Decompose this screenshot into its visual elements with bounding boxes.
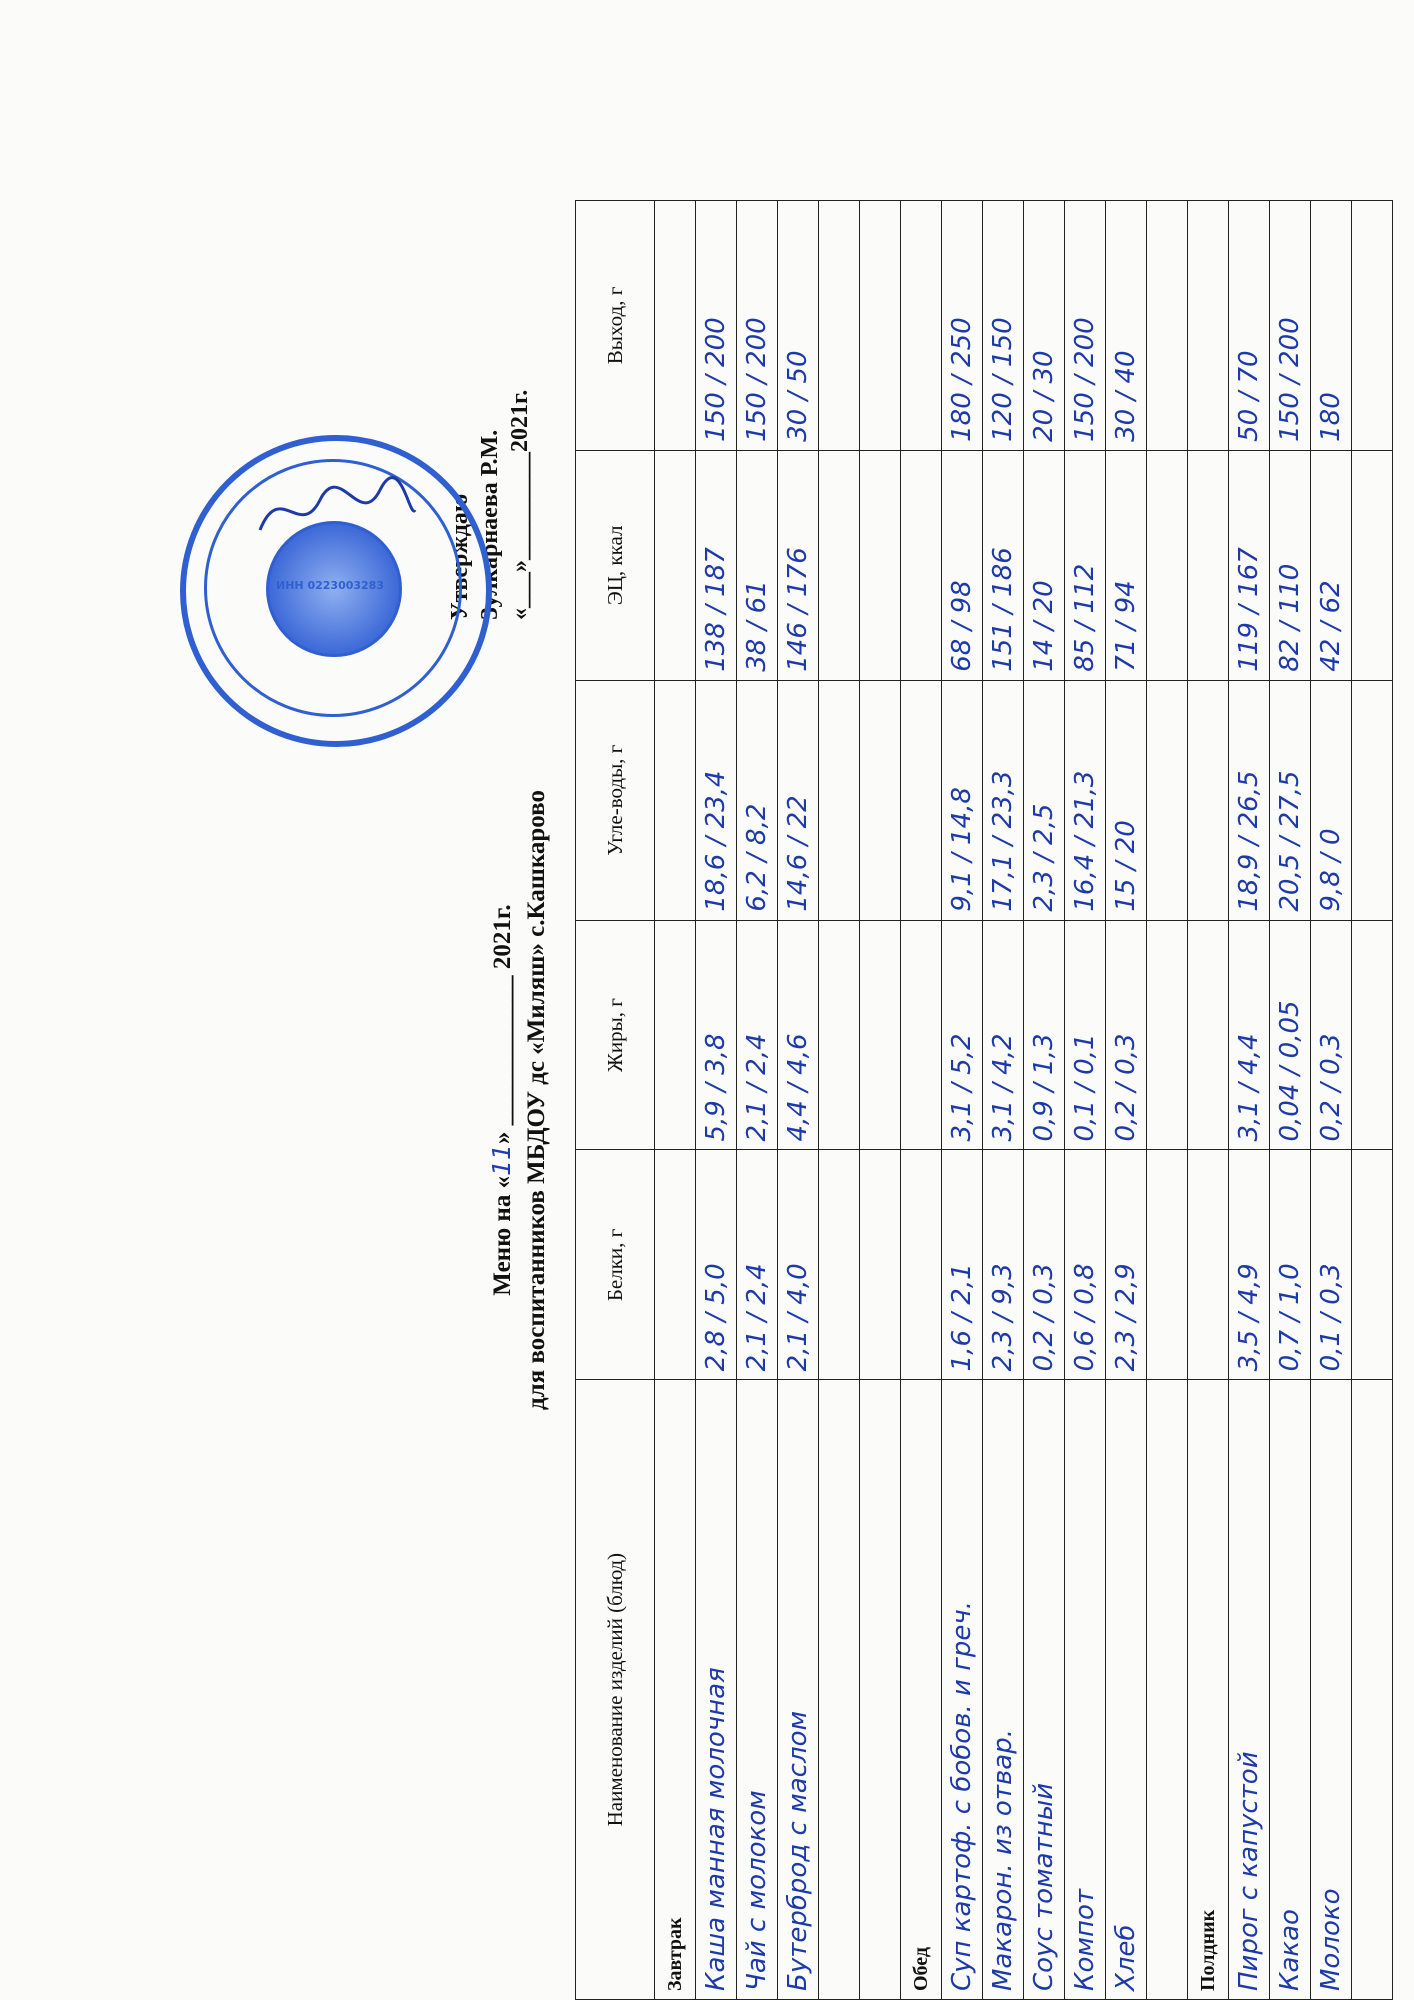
- cell-energy: 151 / 186: [983, 450, 1024, 680]
- cell-energy: 82 / 110: [1270, 450, 1311, 680]
- cell-yield: 150 / 200: [737, 201, 778, 451]
- signature: [250, 470, 420, 550]
- cell-protein: 2,1 / 4,0: [778, 1150, 819, 1380]
- table-row-empty: [860, 201, 901, 2000]
- approval-line-3: «___»_________2021г.: [507, 389, 533, 620]
- table-row: [696, 201, 737, 2000]
- cell-energy: 85 / 112: [1065, 450, 1106, 680]
- dish-name: Суп картоф. с бобов. и греч.: [942, 1380, 983, 2000]
- cell-energy: 146 / 176: [778, 450, 819, 680]
- title-year: 2021г.: [489, 904, 516, 970]
- cell-fat: 0,1 / 0,1: [1065, 920, 1106, 1150]
- meal-row-snack: [1188, 201, 1229, 2000]
- cell-yield: 30 / 50: [778, 201, 819, 451]
- cell-energy: 14 / 20: [1024, 450, 1065, 680]
- cell-fat: 3,1 / 4,2: [983, 920, 1024, 1150]
- stamp-text: ИНН 0223003283: [276, 579, 384, 592]
- cell-protein: 2,8 / 5,0: [696, 1150, 737, 1380]
- cell-energy: 71 / 94: [1106, 450, 1147, 680]
- cell-fat: 4,4 / 4,6: [778, 920, 819, 1150]
- table-row: [983, 201, 1024, 2000]
- header-yield: Выход, г: [576, 201, 655, 451]
- cell-yield: 20 / 30: [1024, 201, 1065, 451]
- dish-name: Молоко: [1311, 1380, 1352, 2000]
- approval-line-2: Зулкарнаева Р.М.: [477, 429, 503, 620]
- dish-name: Какао: [1270, 1380, 1311, 2000]
- dish-name: Пирог с капустой: [1229, 1380, 1270, 2000]
- table-row: [1270, 201, 1311, 2000]
- menu-document: [445, 200, 1346, 2000]
- cell-carbs: 18,9 / 26,5: [1229, 680, 1270, 920]
- cell-carbs: 2,3 / 2,5: [1024, 680, 1065, 920]
- table-row-empty: [1352, 201, 1393, 2000]
- approval-line-1: Утверждаю: [447, 493, 473, 620]
- table-row-empty: [1147, 201, 1188, 2000]
- cell-fat: 0,9 / 1,3: [1024, 920, 1065, 1150]
- dish-name: Бутерброд с маслом: [778, 1380, 819, 2000]
- table-row: [1311, 201, 1352, 2000]
- table-row: [942, 201, 983, 2000]
- cell-yield: 150 / 200: [696, 201, 737, 451]
- table-header-row: [576, 201, 655, 2000]
- table-row: [1229, 201, 1270, 2000]
- title-day: 11: [487, 1144, 516, 1176]
- header-energy: ЭЦ, ккал: [576, 450, 655, 680]
- cell-carbs: 9,1 / 14,8: [942, 680, 983, 920]
- dish-name: Каша манная молочная: [696, 1380, 737, 2000]
- cell-protein: 2,3 / 2,9: [1106, 1150, 1147, 1380]
- dish-name: Чай с молоком: [737, 1380, 778, 2000]
- menu-table: [575, 200, 1393, 2000]
- cell-carbs: 17,1 / 23,3: [983, 680, 1024, 920]
- dish-name: Хлеб: [1106, 1380, 1147, 2000]
- header-protein: Белки, г: [576, 1150, 655, 1380]
- cell-protein: 0,6 / 0,8: [1065, 1150, 1106, 1380]
- cell-yield: 50 / 70: [1229, 201, 1270, 451]
- cell-fat: 2,1 / 2,4: [737, 920, 778, 1150]
- table-row: [778, 201, 819, 2000]
- meal-row-breakfast: [655, 201, 696, 2000]
- cell-carbs: 16,4 / 21,3: [1065, 680, 1106, 920]
- dish-name: Макарон. из отвар.: [983, 1380, 1024, 2000]
- cell-carbs: 14,6 / 22: [778, 680, 819, 920]
- cell-energy: 38 / 61: [737, 450, 778, 680]
- cell-protein: 2,1 / 2,4: [737, 1150, 778, 1380]
- table-row: [1024, 201, 1065, 2000]
- cell-energy: 42 / 62: [1311, 450, 1352, 680]
- cell-fat: 5,9 / 3,8: [696, 920, 737, 1150]
- cell-fat: 0,2 / 0,3: [1311, 920, 1352, 1150]
- header-fat: Жиры, г: [576, 920, 655, 1150]
- cell-carbs: 20,5 / 27,5: [1270, 680, 1311, 920]
- table-row: [737, 201, 778, 2000]
- cell-carbs: 18,6 / 23,4: [696, 680, 737, 920]
- cell-carbs: 6,2 / 8,2: [737, 680, 778, 920]
- cell-carbs: 15 / 20: [1106, 680, 1147, 920]
- dish-name: Компот: [1065, 1380, 1106, 2000]
- cell-fat: 3,1 / 4,4: [1229, 920, 1270, 1150]
- meal-label: Полдник: [1188, 1380, 1229, 2000]
- cell-energy: 138 / 187: [696, 450, 737, 680]
- header-dish: Наименование изделий (блюд): [576, 1380, 655, 2000]
- title-month-prefix: »: [489, 1131, 516, 1145]
- title-subtitle: для воспитанников МБДОУ дс «Миляш» с.Кашкарово: [523, 790, 550, 1410]
- cell-yield: 150 / 200: [1270, 201, 1311, 451]
- cell-fat: 0,2 / 0,3: [1106, 920, 1147, 1150]
- cell-carbs: 9,8 / 0: [1311, 680, 1352, 920]
- cell-yield: 180 / 250: [942, 201, 983, 451]
- dish-name: Соус томатный: [1024, 1380, 1065, 2000]
- cell-protein: 1,6 / 2,1: [942, 1150, 983, 1380]
- title-block: [445, 200, 575, 2000]
- table-row: [1065, 201, 1106, 2000]
- cell-protein: 3,5 / 4,9: [1229, 1150, 1270, 1380]
- meal-label: Завтрак: [655, 1380, 696, 2000]
- header-carbs: Угле-воды, г: [576, 680, 655, 920]
- cell-fat: 3,1 / 5,2: [942, 920, 983, 1150]
- meal-label: Обед: [901, 1380, 942, 2000]
- cell-protein: 0,2 / 0,3: [1024, 1150, 1065, 1380]
- cell-protein: 0,7 / 1,0: [1270, 1150, 1311, 1380]
- cell-yield: 150 / 200: [1065, 201, 1106, 451]
- cell-energy: 119 / 167: [1229, 450, 1270, 680]
- cell-protein: 2,3 / 9,3: [983, 1150, 1024, 1380]
- cell-protein: 0,1 / 0,3: [1311, 1150, 1352, 1380]
- table-body: [655, 201, 1393, 2000]
- title-prefix: Меню на «: [489, 1175, 516, 1296]
- cell-yield: 120 / 150: [983, 201, 1024, 451]
- cell-energy: 68 / 98: [942, 450, 983, 680]
- cell-fat: 0,04 / 0,05: [1270, 920, 1311, 1150]
- cell-yield: 30 / 40: [1106, 201, 1147, 451]
- table-row-empty: [819, 201, 860, 2000]
- menu-title: Меню на «11» ____________ 2021г. для воспитанников МБДОУ дс «Миляш» с.Кашкарово: [485, 720, 554, 1480]
- meal-row-lunch: [901, 201, 942, 2000]
- table-row: [1106, 201, 1147, 2000]
- cell-yield: 180: [1311, 201, 1352, 451]
